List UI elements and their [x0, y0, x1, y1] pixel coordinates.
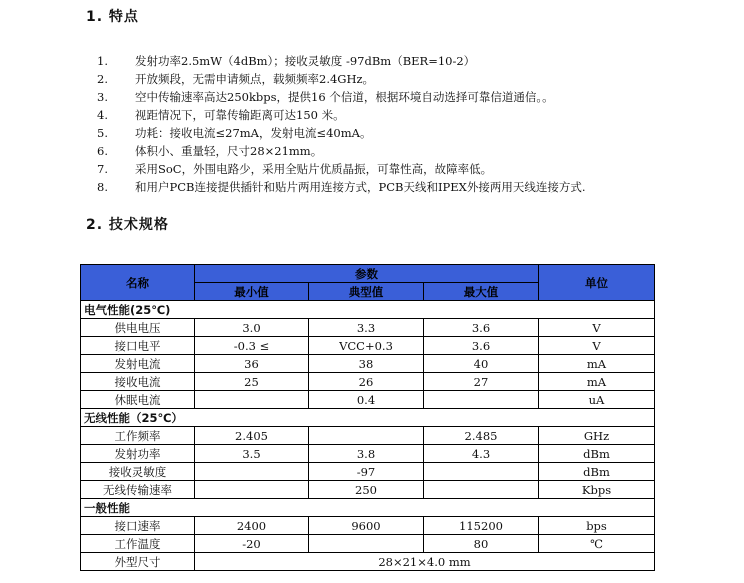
unit-value: mA	[539, 373, 655, 391]
param-name: 发射电流	[81, 355, 195, 373]
param-name: 接收电流	[81, 373, 195, 391]
param-name: 工作频率	[81, 427, 195, 445]
table-row	[81, 463, 655, 481]
unit-value: GHz	[539, 427, 655, 445]
typ-value: 250	[309, 481, 424, 499]
typ-value: 9600	[309, 517, 424, 535]
min-value: 2.405	[195, 427, 309, 445]
section-header: 电气性能(25℃)	[81, 301, 655, 319]
typ-value: 3.8	[309, 445, 424, 463]
param-name: 供电电压	[81, 319, 195, 337]
min-value: 3.5	[195, 445, 309, 463]
unit-value: uA	[539, 391, 655, 409]
param-name: 无线传输速率	[81, 481, 195, 499]
feature-number: 6.	[97, 144, 108, 158]
min-value: -20	[195, 535, 309, 553]
table-row	[81, 373, 655, 391]
feature-text: 空中传输速率高达250kbps，提供16 个信道，根据环境自动选择可靠信道通信。。	[135, 90, 554, 104]
feature-item	[97, 88, 586, 106]
max-value: 115200	[424, 517, 539, 535]
table-row	[81, 355, 655, 373]
section-title-specs: 2. 技术规格	[86, 217, 169, 233]
unit-value: Kbps	[539, 481, 655, 499]
min-value	[195, 391, 309, 409]
header-name: 名称	[81, 265, 195, 301]
max-value: 80	[424, 535, 539, 553]
dimension-value: 28×21×4.0 mm	[195, 553, 655, 571]
unit-value: dBm	[539, 445, 655, 463]
table-row	[81, 445, 655, 463]
typ-value: 0.4	[309, 391, 424, 409]
unit-value: V	[539, 319, 655, 337]
feature-text: 开放频段，无需申请频点，载频频率2.4GHz。	[135, 72, 375, 86]
header-params: 参数	[195, 265, 539, 283]
max-value: 3.6	[424, 337, 539, 355]
feature-item	[97, 106, 586, 124]
header-typ: 典型值	[309, 283, 424, 301]
param-name: 工作温度	[81, 535, 195, 553]
min-value: 2400	[195, 517, 309, 535]
unit-value: bps	[539, 517, 655, 535]
param-name: 接收灵敏度	[81, 463, 195, 481]
max-value: 2.485	[424, 427, 539, 445]
min-value: 36	[195, 355, 309, 373]
table-row	[81, 337, 655, 355]
feature-item	[97, 178, 586, 196]
feature-item	[97, 124, 586, 142]
section-row	[81, 499, 655, 517]
min-value: -0.3 ≤	[195, 337, 309, 355]
typ-value: 3.3	[309, 319, 424, 337]
feature-item	[97, 142, 586, 160]
max-value	[424, 463, 539, 481]
unit-value: V	[539, 337, 655, 355]
typ-value: 26	[309, 373, 424, 391]
typ-value: -97	[309, 463, 424, 481]
section-header: 无线性能（25℃）	[81, 409, 655, 427]
table-row	[81, 535, 655, 553]
max-value	[424, 391, 539, 409]
min-value: 25	[195, 373, 309, 391]
feature-number: 4.	[97, 108, 108, 122]
feature-item	[97, 160, 586, 178]
table-row	[81, 481, 655, 499]
feature-list	[97, 52, 586, 196]
feature-item	[97, 52, 586, 70]
feature-text: 和用户PCB连接提供插针和贴片两用连接方式，PCB天线和IPEX外接两用天线连接方式.	[135, 180, 586, 194]
feature-text: 发射功率2.5mW（4dBm）；接收灵敏度 -97dBm（BER=10-2）	[135, 54, 476, 68]
typ-value: VCC+0.3	[309, 337, 424, 355]
max-value	[424, 481, 539, 499]
header-unit: 单位	[539, 265, 655, 301]
feature-number: 2.	[97, 72, 108, 86]
feature-text: 功耗：接收电流≤27mA，发射电流≤40mA。	[135, 126, 372, 140]
table-row	[81, 391, 655, 409]
feature-number: 7.	[97, 162, 108, 176]
feature-text: 采用SoC，外围电路少，采用全贴片优质晶振，可靠性高，故障率低。	[135, 162, 493, 176]
table-row	[81, 319, 655, 337]
feature-text: 视距情况下，可靠传输距离可达150 米。	[135, 108, 345, 122]
feature-number: 5.	[97, 126, 108, 140]
max-value: 4.3	[424, 445, 539, 463]
feature-number: 8.	[97, 180, 108, 194]
header-max: 最大值	[424, 283, 539, 301]
table-row	[81, 553, 655, 571]
section-header: 一般性能	[81, 499, 655, 517]
section-row	[81, 409, 655, 427]
table-row	[81, 427, 655, 445]
min-value: 3.0	[195, 319, 309, 337]
param-name: 接口速率	[81, 517, 195, 535]
unit-value: dBm	[539, 463, 655, 481]
param-name: 接口电平	[81, 337, 195, 355]
typ-value	[309, 535, 424, 553]
feature-item	[97, 70, 586, 88]
param-name: 发射功率	[81, 445, 195, 463]
param-name: 外型尺寸	[81, 553, 195, 571]
param-name: 休眠电流	[81, 391, 195, 409]
max-value: 3.6	[424, 319, 539, 337]
section-row	[81, 301, 655, 319]
feature-text: 体积小、重量轻，尺寸28×21mm。	[135, 144, 323, 158]
feature-number: 3.	[97, 90, 108, 104]
unit-value: ℃	[539, 535, 655, 553]
header-min: 最小值	[195, 283, 309, 301]
unit-value: mA	[539, 355, 655, 373]
max-value: 27	[424, 373, 539, 391]
section-title-features: 1. 特点	[86, 9, 139, 25]
min-value	[195, 481, 309, 499]
min-value	[195, 463, 309, 481]
feature-number: 1.	[97, 54, 108, 68]
max-value: 40	[424, 355, 539, 373]
typ-value	[309, 427, 424, 445]
table-row	[81, 517, 655, 535]
typ-value: 38	[309, 355, 424, 373]
spec-table	[80, 264, 655, 571]
